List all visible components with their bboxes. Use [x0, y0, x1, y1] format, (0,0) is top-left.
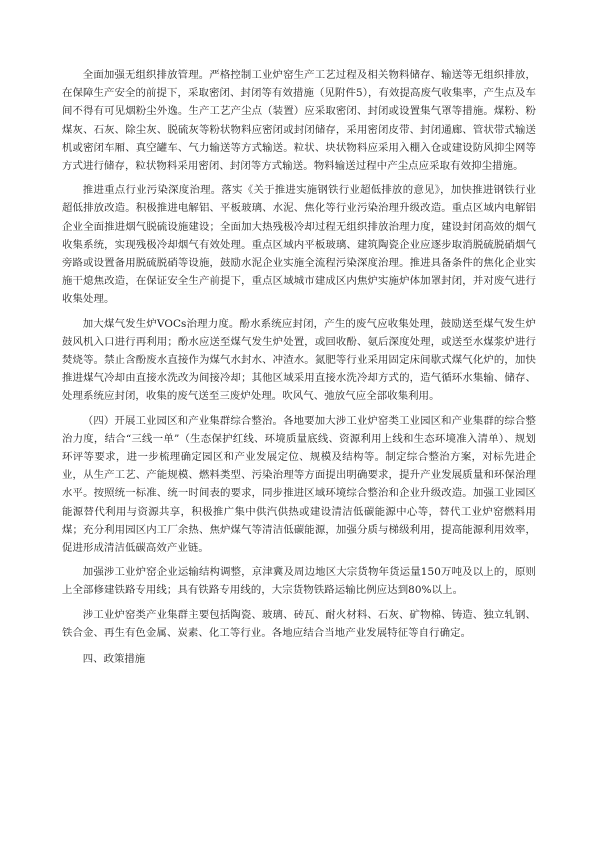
paragraph-gas-generator-vocs: 加大煤气发生炉VOCs治理力度。酚水系统应封闭，产生的废气应收集处理，鼓励送至煤气发生炉鼓风机入口进行再利用；酚水应送至煤气发生炉处置，或回收酚、氨后深度处理，或送至水煤浆炉进行焚烧等。禁止含酚废水直接作为煤气水封水、冲渣水。氮肥等行业采用固定床间歇式煤气化炉的，加快推进煤气冷却由直接水洗改为间接冷却；其他区域采用直接水洗冷却方式的，造气循环水集输、储存、处理系统应封闭，收集的废气送至三废炉处理。吹风气、弛放气应全部收集利用。: [62, 317, 536, 403]
section-heading-policy-measures: 四、政策措施: [82, 653, 146, 666]
paragraph-unorganized-emission: 全面加强无组织排放管理。严格控制工业炉窑生产工艺过程及相关物料储存、输送等无组织排放，在保障生产安全的前提下，采取密闭、封闭等有效措施（见附件5），有效提高废气收集率，产生点及车间不得有可见烟粉尘外逸。生产工艺产尘点（装置）应采取密闭、封闭或设置集气罩等措施。煤粉、粉煤灰、石灰、除尘灰、脱硫灰等粉状物料应密闭或封闭储存，采用密闭皮带、封闭通廊、管状带式输送机或密闭车厢、真空罐车、气力输送等方式输送。粒状、块状物料应采用入棚入仓或建设防风抑尘网等方式进行储存，粒状物料采用密闭、封闭等方式输送。物料输送过程中产尘点应采取有效抑尘措施。: [62, 69, 536, 173]
paragraph-key-industry-treatment: 推进重点行业污染深度治理。落实《关于推进实施钢铁行业超低排放的意见》，加快推进钢铁行业超低排放改造。积极推进电解铝、平板玻璃、水泥、焦化等行业污染治理升级改造。重点区域内电解铝企业全面推进烟气脱硫设施建设；全面加大热残极冷却过程无组织排放治理力度，建设封闭高效的烟气收集系统，实现残极冷却烟气有效处理。重点区域内平板玻璃、建筑陶瓷企业应逐步取消脱硫脱硝烟气旁路或设置备用脱硫脱硝等设施，鼓励水泥企业实施全流程污染深度治理。推进具备条件的焦化企业实施干熄焦改造，在保证安全生产前提下，重点区域城市建成区内焦炉实施炉体加罩封闭，并对废气进行收集处理。: [62, 184, 536, 306]
paragraph-industrial-park-rectification: （四）开展工业园区和产业集群综合整治。各地要加大涉工业炉窑类工业园区和产业集群的综合整治力度，结合“三线一单”（生态保护红线、环境质量底线、资源利用上线和生态环境准入清单）、规划环评等要求，进一步梳理确定园区和产业发展定位、规模及结构等。制定综合整治方案，对标先进企业，从生产工艺、产能规模、燃料类型、污染治理等方面提出明确要求，提升产业发展质量和环保治理水平。按照统一标准、统一时间表的要求，同步推进区域环境综合整治和企业升级改造。加强工业园区能源替代利用与资源共享，积极推广集中供汽供热或建设清洁低碳能源中心等，替代工业炉窑燃料用煤；充分利用园区内工厂余热、焦炉煤气等清洁低碳能源，加强分质与梯级利用，提高能源利用效率，促进形成清洁低碳高效产业链。: [62, 414, 536, 555]
paragraph-industry-clusters: 涉工业炉窑类产业集群主要包括陶瓷、玻璃、砖瓦、耐火材料、石灰、矿物棉、铸造、独立轧钢、铁合金、再生有色金属、炭素、化工等行业。各地应结合当地产业发展特征等自行确定。: [62, 608, 536, 639]
document-body: [62, 66, 536, 668]
paragraph-transport-structure: 加强涉工业炉窑企业运输结构调整，京津冀及周边地区大宗货物年货运量150万吨及以上的，原则上全部修建铁路专用线；具有铁路专用线的，大宗货物铁路运输比例应达到80%以上。: [62, 566, 536, 597]
